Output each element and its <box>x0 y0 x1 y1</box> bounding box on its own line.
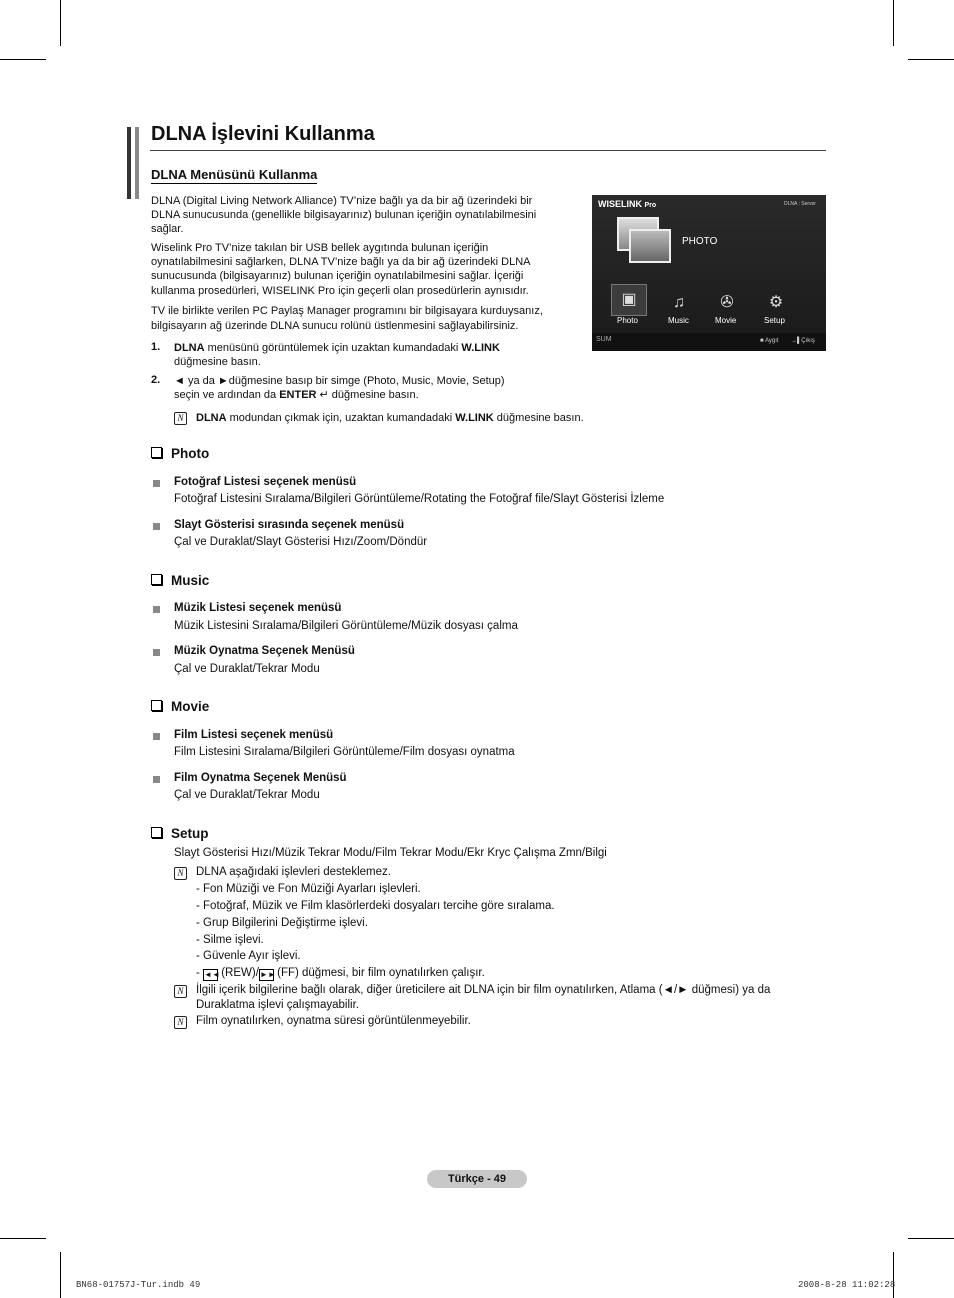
crop-mark <box>0 59 46 60</box>
step-1-mid: menüsünü görüntülemek için uzaktan kumandadaki <box>204 342 462 354</box>
list-item-text: Fotoğraf, Müzik ve Film klasörlerdeki dosyaları tercihe göre sıralama. <box>203 900 555 912</box>
list-item: - Fotoğraf, Müzik ve Film klasörlerdeki dosyaları tercihe göre sıralama. <box>196 900 555 912</box>
step-1-text-end: düğmesine basın. <box>174 356 261 368</box>
list-item-text: Silme işlevi. <box>203 934 264 946</box>
music-icon: ♫ <box>673 294 685 311</box>
enter-icon: ↵ <box>319 389 329 401</box>
bullet-square <box>153 523 160 530</box>
tv-item-photo: Photo <box>617 316 638 325</box>
step-number: 1. <box>151 341 161 353</box>
list-item: - Grup Bilgilerini Değiştirme işlevi. <box>196 917 368 929</box>
setup-note: DLNA aşağıdaki işlevleri desteklemez. <box>196 866 391 878</box>
section-music-heading <box>151 573 209 588</box>
tv-selected-label: PHOTO <box>682 236 718 247</box>
list-item-text: Grup Bilgilerini Değiştirme işlevi. <box>203 917 368 929</box>
movie-sub-heading: Film Listesi seçenek menüsü <box>174 729 334 741</box>
note-key: W.LINK <box>455 412 494 424</box>
step-1-key: W.LINK <box>461 342 500 354</box>
crop-mark <box>908 59 954 60</box>
section-music-title: Music <box>171 573 210 588</box>
setup-text: Slayt Gösterisi Hızı/Müzik Tekrar Modu/Film Tekrar Modu/Ekr Kryc Çalışma Zmn/Bilgi <box>174 847 607 859</box>
tv-hint-exit: →▌Çıkış <box>791 338 815 344</box>
tv-hint-device: ■ Aygıt <box>760 338 779 344</box>
list-item-text: (FF) düğmesi, bir film oynatılırken çalışır. <box>273 967 485 979</box>
bullet-square <box>153 480 160 487</box>
photo-sub-heading: Fotoğraf Listesi seçenek menüsü <box>174 476 357 488</box>
intro-line: sunucusunda (bilgisayarınız) bulunan içeriğin oynatılabilmesini sağlar. İçeriği <box>151 270 524 282</box>
tv-source: DLNA : Server <box>784 201 816 207</box>
tv-item-setup: Setup <box>764 316 785 325</box>
intro-line: TV ile birlikte verilen PC Paylaş Manager programını bir bilgisayara kurduysanız, <box>151 305 543 317</box>
setup-icon: ⚙ <box>768 294 784 311</box>
crop-mark <box>60 1252 61 1298</box>
bullet-square <box>153 776 160 783</box>
section-photo-title: Photo <box>171 446 210 461</box>
bullet-square <box>153 606 160 613</box>
tv-hint-exit-label: Çıkış <box>801 338 815 344</box>
step-2-tail: düğmesine basın. <box>328 389 419 401</box>
tv-brand-sub: Pro <box>644 202 657 209</box>
setup-note: İlgili içerik bilgilerine bağlı olarak, diğer üreticilere ait DLNA için bir film oynatılırken, Atlama (◄/► düğmesi) ya da <box>196 984 771 996</box>
crop-mark <box>893 1252 894 1298</box>
section-photo-heading <box>151 446 209 461</box>
list-item-text: Fon Müziği ve Fon Müziği Ayarları işlevleri. <box>203 883 421 895</box>
setup-note: Duraklatma işlevi çalışmayabilir. <box>196 999 359 1011</box>
movie-sub-heading: Film Oynatma Seçenek Menüsü <box>174 772 347 784</box>
step-1-text <box>174 341 500 355</box>
title-rule <box>150 150 826 151</box>
tv-screen <box>592 195 826 351</box>
note-icon: N <box>174 1016 187 1029</box>
intro-line: kullanma prosedürleri, WISELINK Pro için geçerli olan prosedürlerin aynısıdır. <box>151 285 529 297</box>
movie-sub-text: Çal ve Duraklat/Tekrar Modu <box>174 789 320 801</box>
tv-hint-device-label: Aygıt <box>764 338 779 344</box>
step-2-key: ENTER <box>279 389 317 401</box>
list-item: - Güvenle Ayır işlevi. <box>196 950 301 962</box>
step-2-mid: seçin ve ardından da <box>174 389 280 401</box>
section-setup-title: Setup <box>171 826 209 841</box>
note-mid: modundan çıkmak için, uzaktan kumandadaki <box>226 412 456 424</box>
photo-sub-text: Fotoğraf Listesini Sıralama/Bilgileri Görüntüleme/Rotating the Fotoğraf file/Slayt Gösterisi İzleme <box>174 493 665 505</box>
list-item: - Fon Müziği ve Fon Müziği Ayarları işlevleri. <box>196 883 421 895</box>
page-title: DLNA İşlevini Kullanma <box>151 123 375 145</box>
music-sub-text: Çal ve Duraklat/Tekrar Modu <box>174 663 320 675</box>
crop-mark <box>0 1238 46 1239</box>
crop-mark <box>60 0 61 46</box>
tv-sum: SUM <box>596 336 612 343</box>
tv-brand-name: WISELINK <box>598 199 642 209</box>
movie-sub-text: Film Listesini Sıralama/Bilgileri Görüntüleme/Film dosyası oynatma <box>174 746 515 758</box>
crop-mark <box>893 0 894 46</box>
tv-item-movie: Movie <box>715 316 737 325</box>
music-sub-text: Müzik Listesini Sıralama/Bilgileri Görüntüleme/Müzik dosyası çalma <box>174 620 518 632</box>
intro-line: DLNA sunucusunda (genellikle bilgisayarınız) bulunan içeriğin oynatılabilmesini <box>151 209 537 221</box>
rewind-icon: ◄◄ <box>204 970 220 979</box>
section-movie-title: Movie <box>171 699 210 714</box>
photo-sub-text: Çal ve Duraklat/Slayt Gösterisi Hızı/Zoom/Döndür <box>174 536 428 548</box>
list-item-text: (REW)/ <box>218 967 259 979</box>
intro-line: DLNA (Digital Living Network Alliance) TV’nize bağlı ya da bir ağ üzerindeki bir <box>151 195 533 207</box>
step-number: 2. <box>151 374 161 386</box>
section-setup-heading <box>151 826 209 841</box>
setup-note: Film oynatılırken, oynatma süresi görüntülenmeyebilir. <box>196 1015 471 1027</box>
step-2-text-end <box>174 388 419 402</box>
intro-line: sağlar. <box>151 223 184 235</box>
step-1-bold: DLNA <box>174 342 205 354</box>
note-icon: N <box>174 867 187 880</box>
footer-date: 2008-8-28 11:02:28 <box>798 1280 896 1290</box>
list-item-text: Güvenle Ayır işlevi. <box>203 950 301 962</box>
intro-line: Wiselink Pro TV’nize takılan bir USB bellek aygıtında bulunan içeriğin <box>151 242 489 254</box>
movie-icon: ✇ <box>720 294 734 311</box>
title-accent-bar <box>127 127 139 199</box>
photo-large-icon <box>617 217 671 263</box>
bullet-square <box>153 733 160 740</box>
fast-forward-icon: ►► <box>259 970 276 979</box>
intro-line: bilgisayarın ağ üzerinde DLNA sunucu rolünü üstlenmesini sağlayabilirsiniz. <box>151 320 519 332</box>
footer-file: BN68-01757J-Tur.indb 49 <box>76 1280 201 1290</box>
music-sub-heading: Müzik Listesi seçenek menüsü <box>174 602 342 614</box>
note-bold: DLNA <box>196 412 227 424</box>
step-note <box>196 411 584 425</box>
photo-sub-heading: Slayt Gösterisi sırasında seçenek menüsü <box>174 519 405 531</box>
tv-item-music: Music <box>668 316 689 325</box>
intro-line: oynatılabilmesini sağlarken, DLNA TV’nize bağlı ya da bir ağ üzerindeki DLNA <box>151 256 531 268</box>
list-item: - Silme işlevi. <box>196 934 264 946</box>
music-sub-heading: Müzik Oynatma Seçenek Menüsü <box>174 645 355 657</box>
tv-brand <box>598 199 656 209</box>
crop-mark <box>908 1238 954 1239</box>
bullet-square <box>153 649 160 656</box>
note-tail: düğmesine basın. <box>493 412 584 424</box>
list-item: - ◄◄ (REW)/►► (FF) düğmesi, bir film oynatılırken çalışır. <box>196 967 485 979</box>
step-2-text: ◄ ya da ►düğmesine basıp bir simge (Photo, Music, Movie, Setup) <box>174 375 505 387</box>
photo-icon: ▣ <box>621 291 637 308</box>
page-number: Türkçe - 49 <box>427 1170 527 1188</box>
note-icon: N <box>174 412 187 425</box>
section-subtitle: DLNA Menüsünü Kullanma <box>151 167 318 182</box>
section-movie-heading <box>151 699 209 714</box>
note-icon: N <box>174 985 187 998</box>
